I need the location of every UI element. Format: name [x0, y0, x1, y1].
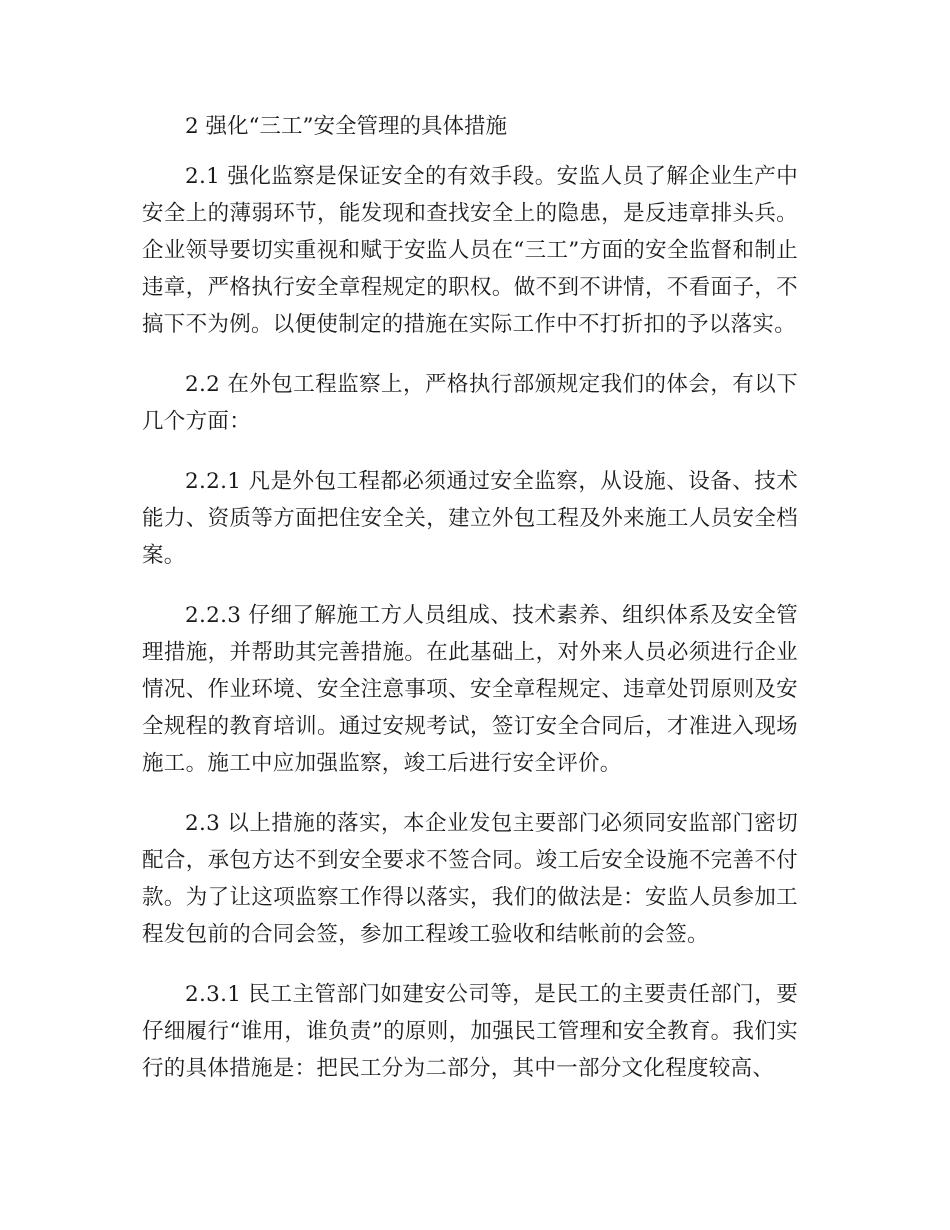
document-body [142, 108, 798, 1110]
paragraph-2-2-3: 2.2.3 仔细了解施工方人员组成、技术素养、组织体系及安全管理措施，并帮助其完善措施。在此基础上，对外来人员必须进行企业情况、作业环境、安全注意事项、安全章程规定、违章处罚原则及安全规程的教育培训。通过安规考试，签订安全合同后，才准进入现场施工。施工中应加强监察，竣工后进行安全评价。 [142, 603, 798, 776]
section-heading: 2 强化“三工”安全管理的具体措施 [185, 114, 507, 139]
paragraph-2-3: 2.3 以上措施的落实，本企业发包主要部门必须同安监部门密切配合，承包方达不到安全要求不签合同。竣工后安全设施不完善不付款。为了让这项监察工作得以落实，我们的做法是：安监人员参加工程发包前的合同会签，参加工程竣工验收和结帐前的会签。 [142, 811, 798, 947]
paragraph-2-2-1: 2.2.1 凡是外包工程都必须通过安全监察，从设施、设备、技术能力、资质等方面把住安全关，建立外包工程及外来施工人员安全档案。 [142, 469, 798, 568]
paragraph-2-3-1: 2.3.1 民工主管部门如建安公司等，是民工的主要责任部门，要仔细履行“谁用，谁负责”的原则，加强民工管理和安全教育。我们实行的具体措施是：把民工分为二部分，其中一部分文化程度较高、 [142, 982, 798, 1081]
paragraph-2-1: 2.1 强化监察是保证安全的有效手段。安监人员了解企业生产中安全上的薄弱环节，能发现和查找安全上的隐患，是反违章排头兵。企业领导要切实重视和赋于安监人员在“三工”方面的安全监督和制止违章，严格执行安全章程规定的职权。做不到不讲情，不看面子，不搞下不为例。以便使制定的措施在实际工作中不打折扣的予以落实。 [142, 164, 798, 337]
paragraph-2-2: 2.2 在外包工程监察上，严格执行部颁规定我们的体会，有以下几个方面： [142, 372, 798, 434]
